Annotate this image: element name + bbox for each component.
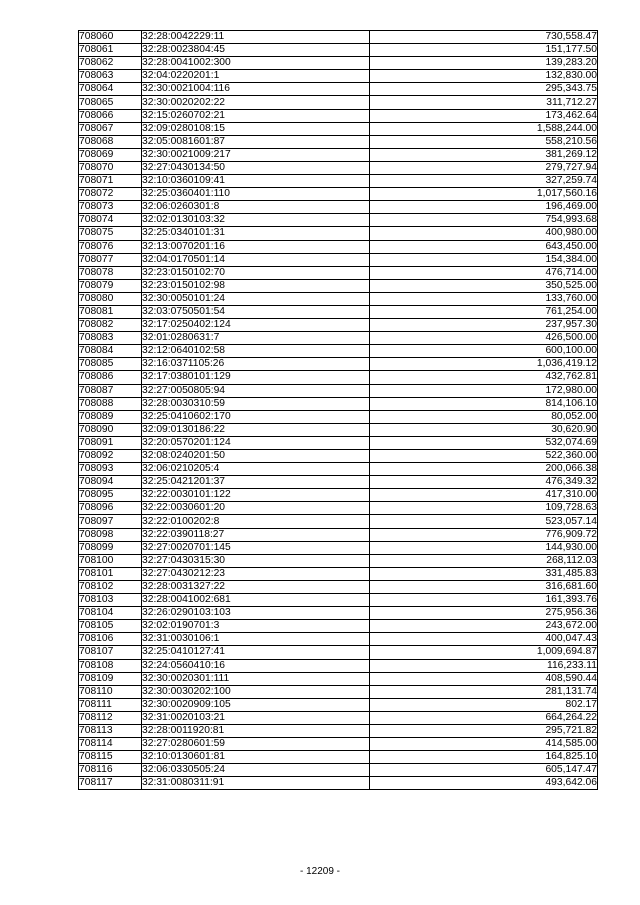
row-id-cell: 708061 xyxy=(79,44,142,57)
table-row xyxy=(79,476,598,489)
cadastral-number-cell: 32:25:0410602:170 xyxy=(142,410,370,423)
amount-cell: 161,393.76 xyxy=(370,594,598,607)
amount-cell: 200,066.38 xyxy=(370,463,598,476)
amount-cell: 1,036,419.12 xyxy=(370,358,598,371)
amount-cell: 196,469.00 xyxy=(370,201,598,214)
amount-cell: 522,360.00 xyxy=(370,450,598,463)
amount-cell: 1,009,694.87 xyxy=(370,646,598,659)
cadastral-number-cell: 32:20:0570201:124 xyxy=(142,436,370,449)
row-id-cell: 708066 xyxy=(79,109,142,122)
amount-cell: 281,131.74 xyxy=(370,685,598,698)
cadastral-number-cell: 32:28:0031327:22 xyxy=(142,580,370,593)
cadastral-number-cell: 32:05:0081601:87 xyxy=(142,135,370,148)
amount-cell: 295,721.82 xyxy=(370,724,598,737)
table-row xyxy=(79,371,598,384)
amount-cell: 814,106.10 xyxy=(370,397,598,410)
table-row xyxy=(79,567,598,580)
table-row xyxy=(79,659,598,672)
row-id-cell: 708103 xyxy=(79,594,142,607)
amount-cell: 237,957.30 xyxy=(370,319,598,332)
table-row xyxy=(79,594,598,607)
row-id-cell: 708069 xyxy=(79,148,142,161)
row-id-cell: 708102 xyxy=(79,580,142,593)
table-row xyxy=(79,515,598,528)
cadastral-number-cell: 32:06:0260301:8 xyxy=(142,201,370,214)
table-row xyxy=(79,279,598,292)
cadastral-number-cell: 32:25:0340101:31 xyxy=(142,227,370,240)
cadastral-number-cell: 32:30:0020301:111 xyxy=(142,672,370,685)
cadastral-number-cell: 32:06:0330505:24 xyxy=(142,764,370,777)
table-row xyxy=(79,502,598,515)
table-row xyxy=(79,580,598,593)
row-id-cell: 708072 xyxy=(79,188,142,201)
table-row xyxy=(79,345,598,358)
table-row xyxy=(79,698,598,711)
row-id-cell: 708086 xyxy=(79,371,142,384)
row-id-cell: 708108 xyxy=(79,659,142,672)
cadastral-number-cell: 32:04:0220201:1 xyxy=(142,70,370,83)
row-id-cell: 708110 xyxy=(79,685,142,698)
cadastral-number-cell: 32:22:0030101:122 xyxy=(142,489,370,502)
table-row xyxy=(79,240,598,253)
amount-cell: 532,074.69 xyxy=(370,436,598,449)
amount-cell: 327,259.74 xyxy=(370,175,598,188)
row-id-cell: 708106 xyxy=(79,633,142,646)
amount-cell: 154,384.00 xyxy=(370,253,598,266)
cadastral-number-cell: 32:17:0380101:129 xyxy=(142,371,370,384)
row-id-cell: 708062 xyxy=(79,57,142,70)
table-row xyxy=(79,70,598,83)
cadastral-number-cell: 32:02:0130103:32 xyxy=(142,214,370,227)
table-row xyxy=(79,436,598,449)
table-row xyxy=(79,305,598,318)
amount-cell: 400,047.43 xyxy=(370,633,598,646)
table-row xyxy=(79,554,598,567)
amount-cell: 173,462.64 xyxy=(370,109,598,122)
table-row xyxy=(79,83,598,96)
cadastral-number-cell: 32:30:0050101:24 xyxy=(142,292,370,305)
row-id-cell: 708112 xyxy=(79,711,142,724)
amount-cell: 275,956.36 xyxy=(370,607,598,620)
amount-cell: 350,525.00 xyxy=(370,279,598,292)
row-id-cell: 708109 xyxy=(79,672,142,685)
row-id-cell: 708087 xyxy=(79,384,142,397)
amount-cell: 432,762.81 xyxy=(370,371,598,384)
table-row xyxy=(79,607,598,620)
table-row xyxy=(79,266,598,279)
row-id-cell: 708101 xyxy=(79,567,142,580)
amount-cell: 414,585.00 xyxy=(370,738,598,751)
row-id-cell: 708064 xyxy=(79,83,142,96)
row-id-cell: 708068 xyxy=(79,135,142,148)
row-id-cell: 708083 xyxy=(79,332,142,345)
table-row xyxy=(79,122,598,135)
table-row xyxy=(79,777,598,790)
amount-cell: 311,712.27 xyxy=(370,96,598,109)
cadastral-number-cell: 32:09:0130186:22 xyxy=(142,423,370,436)
amount-cell: 664,264.22 xyxy=(370,711,598,724)
amount-cell: 243,672.00 xyxy=(370,620,598,633)
cadastral-number-cell: 32:17:0250402:124 xyxy=(142,319,370,332)
cadastral-number-cell: 32:25:0421201:37 xyxy=(142,476,370,489)
amount-cell: 408,590.44 xyxy=(370,672,598,685)
data-table xyxy=(78,30,598,790)
table-row xyxy=(79,423,598,436)
amount-cell: 316,681.60 xyxy=(370,580,598,593)
table-row xyxy=(79,188,598,201)
row-id-cell: 708098 xyxy=(79,528,142,541)
cadastral-number-cell: 32:28:0041002:681 xyxy=(142,594,370,607)
table-row xyxy=(79,44,598,57)
table-row xyxy=(79,620,598,633)
table-row xyxy=(79,161,598,174)
row-id-cell: 708060 xyxy=(79,31,142,44)
table-row xyxy=(79,253,598,266)
amount-cell: 381,269.12 xyxy=(370,148,598,161)
row-id-cell: 708095 xyxy=(79,489,142,502)
table-row xyxy=(79,292,598,305)
row-id-cell: 708088 xyxy=(79,397,142,410)
cadastral-number-cell: 32:28:0041002:300 xyxy=(142,57,370,70)
cadastral-number-cell: 32:10:0360109:41 xyxy=(142,175,370,188)
table-row xyxy=(79,751,598,764)
table-row xyxy=(79,227,598,240)
table-row xyxy=(79,175,598,188)
cadastral-number-cell: 32:30:0021004:116 xyxy=(142,83,370,96)
row-id-cell: 708076 xyxy=(79,240,142,253)
amount-cell: 133,760.00 xyxy=(370,292,598,305)
table-row xyxy=(79,764,598,777)
cadastral-number-cell: 32:01:0280631:7 xyxy=(142,332,370,345)
row-id-cell: 708092 xyxy=(79,450,142,463)
amount-cell: 30,620.90 xyxy=(370,423,598,436)
row-id-cell: 708116 xyxy=(79,764,142,777)
cadastral-number-cell: 32:03:0750501:54 xyxy=(142,305,370,318)
cadastral-number-cell: 32:09:0280108:15 xyxy=(142,122,370,135)
amount-cell: 476,714.00 xyxy=(370,266,598,279)
table-row xyxy=(79,738,598,751)
table-row xyxy=(79,358,598,371)
table-row xyxy=(79,135,598,148)
cadastral-number-cell: 32:30:0021009:217 xyxy=(142,148,370,161)
row-id-cell: 708099 xyxy=(79,541,142,554)
page-number: - 12209 - xyxy=(299,866,341,877)
table-row xyxy=(79,672,598,685)
cadastral-number-cell: 32:06:0210205:4 xyxy=(142,463,370,476)
table-row xyxy=(79,57,598,70)
table-row xyxy=(79,410,598,423)
cadastral-number-cell: 32:15:0260702:21 xyxy=(142,109,370,122)
cadastral-number-cell: 32:22:0030601:20 xyxy=(142,502,370,515)
row-id-cell: 708115 xyxy=(79,751,142,764)
row-id-cell: 708089 xyxy=(79,410,142,423)
amount-cell: 144,930.00 xyxy=(370,541,598,554)
cadastral-number-cell: 32:16:0371105:26 xyxy=(142,358,370,371)
amount-cell: 493,642.06 xyxy=(370,777,598,790)
row-id-cell: 708093 xyxy=(79,463,142,476)
table-row xyxy=(79,384,598,397)
table-row xyxy=(79,214,598,227)
row-id-cell: 708104 xyxy=(79,607,142,620)
cadastral-number-cell: 32:27:0050805:94 xyxy=(142,384,370,397)
cadastral-number-cell: 32:27:0430134:50 xyxy=(142,161,370,174)
amount-cell: 802.17 xyxy=(370,698,598,711)
cadastral-number-cell: 32:25:0410127:41 xyxy=(142,646,370,659)
row-id-cell: 708073 xyxy=(79,201,142,214)
row-id-cell: 708096 xyxy=(79,502,142,515)
amount-cell: 279,727.94 xyxy=(370,161,598,174)
cadastral-number-cell: 32:31:0020103:21 xyxy=(142,711,370,724)
amount-cell: 600,100.00 xyxy=(370,345,598,358)
cadastral-number-cell: 32:13:0070201:16 xyxy=(142,240,370,253)
table-row xyxy=(79,450,598,463)
amount-cell: 776,909.72 xyxy=(370,528,598,541)
amount-cell: 754,993.68 xyxy=(370,214,598,227)
table-row xyxy=(79,633,598,646)
amount-cell: 164,825.10 xyxy=(370,751,598,764)
amount-cell: 295,343.75 xyxy=(370,83,598,96)
row-id-cell: 708113 xyxy=(79,724,142,737)
table-row xyxy=(79,332,598,345)
row-id-cell: 708063 xyxy=(79,70,142,83)
amount-cell: 400,980.00 xyxy=(370,227,598,240)
cadastral-number-cell: 32:12:0640102:58 xyxy=(142,345,370,358)
amount-cell: 1,588,244.00 xyxy=(370,122,598,135)
row-id-cell: 708091 xyxy=(79,436,142,449)
row-id-cell: 708105 xyxy=(79,620,142,633)
row-id-cell: 708085 xyxy=(79,358,142,371)
row-id-cell: 708107 xyxy=(79,646,142,659)
row-id-cell: 708111 xyxy=(79,698,142,711)
table-row xyxy=(79,463,598,476)
row-id-cell: 708071 xyxy=(79,175,142,188)
amount-cell: 139,283.20 xyxy=(370,57,598,70)
amount-cell: 151,177.50 xyxy=(370,44,598,57)
row-id-cell: 708070 xyxy=(79,161,142,174)
cadastral-number-cell: 32:22:0100202:8 xyxy=(142,515,370,528)
amount-cell: 426,500.00 xyxy=(370,332,598,345)
cadastral-number-cell: 32:28:0042229:11 xyxy=(142,31,370,44)
table-row xyxy=(79,31,598,44)
table-row xyxy=(79,646,598,659)
row-id-cell: 708100 xyxy=(79,554,142,567)
amount-cell: 116,233.11 xyxy=(370,659,598,672)
table-row xyxy=(79,96,598,109)
row-id-cell: 708067 xyxy=(79,122,142,135)
cadastral-number-cell: 32:27:0280601:59 xyxy=(142,738,370,751)
cadastral-number-cell: 32:22:0390118:27 xyxy=(142,528,370,541)
table-row xyxy=(79,397,598,410)
amount-cell: 331,485.83 xyxy=(370,567,598,580)
row-id-cell: 708117 xyxy=(79,777,142,790)
table-row xyxy=(79,148,598,161)
table-row xyxy=(79,685,598,698)
cadastral-number-cell: 32:28:0030310:59 xyxy=(142,397,370,410)
cadastral-number-cell: 32:04:0170501:14 xyxy=(142,253,370,266)
row-id-cell: 708078 xyxy=(79,266,142,279)
cadastral-number-cell: 32:02:0190701:3 xyxy=(142,620,370,633)
row-id-cell: 708074 xyxy=(79,214,142,227)
cadastral-number-cell: 32:30:0020909:105 xyxy=(142,698,370,711)
row-id-cell: 708077 xyxy=(79,253,142,266)
cadastral-number-cell: 32:27:0020701:145 xyxy=(142,541,370,554)
cadastral-number-cell: 32:27:0430315:30 xyxy=(142,554,370,567)
table-row xyxy=(79,319,598,332)
amount-cell: 80,052.00 xyxy=(370,410,598,423)
cadastral-number-cell: 32:31:0030106:1 xyxy=(142,633,370,646)
row-id-cell: 708082 xyxy=(79,319,142,332)
row-id-cell: 708080 xyxy=(79,292,142,305)
row-id-cell: 708094 xyxy=(79,476,142,489)
row-id-cell: 708084 xyxy=(79,345,142,358)
cadastral-number-cell: 32:28:0011920:81 xyxy=(142,724,370,737)
amount-cell: 268,112.03 xyxy=(370,554,598,567)
cadastral-number-cell: 32:23:0150102:70 xyxy=(142,266,370,279)
amount-cell: 558,210.56 xyxy=(370,135,598,148)
table-row xyxy=(79,489,598,502)
cadastral-number-cell: 32:08:0240201:50 xyxy=(142,450,370,463)
row-id-cell: 708065 xyxy=(79,96,142,109)
amount-cell: 761,254.00 xyxy=(370,305,598,318)
cadastral-number-cell: 32:10:0130601:81 xyxy=(142,751,370,764)
amount-cell: 523,057.14 xyxy=(370,515,598,528)
cadastral-number-cell: 32:30:0030202:100 xyxy=(142,685,370,698)
amount-cell: 476,349.32 xyxy=(370,476,598,489)
cadastral-number-cell: 32:31:0080311:91 xyxy=(142,777,370,790)
cadastral-number-cell: 32:27:0430212:23 xyxy=(142,567,370,580)
cadastral-number-cell: 32:26:0290103:103 xyxy=(142,607,370,620)
amount-cell: 417,310.00 xyxy=(370,489,598,502)
table-body xyxy=(79,31,598,790)
cadastral-number-cell: 32:24:0560410:16 xyxy=(142,659,370,672)
row-id-cell: 708075 xyxy=(79,227,142,240)
row-id-cell: 708114 xyxy=(79,738,142,751)
table-row xyxy=(79,541,598,554)
row-id-cell: 708081 xyxy=(79,305,142,318)
row-id-cell: 708090 xyxy=(79,423,142,436)
cadastral-number-cell: 32:28:0023804:45 xyxy=(142,44,370,57)
cadastral-number-cell: 32:30:0020202:22 xyxy=(142,96,370,109)
table-row xyxy=(79,528,598,541)
amount-cell: 172,980.00 xyxy=(370,384,598,397)
amount-cell: 643,450.00 xyxy=(370,240,598,253)
cadastral-number-cell: 32:25:0360401:110 xyxy=(142,188,370,201)
table-row xyxy=(79,724,598,737)
table-row xyxy=(79,201,598,214)
amount-cell: 605,147.47 xyxy=(370,764,598,777)
amount-cell: 132,830.00 xyxy=(370,70,598,83)
row-id-cell: 708097 xyxy=(79,515,142,528)
amount-cell: 109,728.63 xyxy=(370,502,598,515)
amount-cell: 730,558.47 xyxy=(370,31,598,44)
row-id-cell: 708079 xyxy=(79,279,142,292)
table-row xyxy=(79,109,598,122)
document-page xyxy=(78,30,597,790)
table-row xyxy=(79,711,598,724)
cadastral-number-cell: 32:23:0150102:98 xyxy=(142,279,370,292)
amount-cell: 1,017,560.16 xyxy=(370,188,598,201)
